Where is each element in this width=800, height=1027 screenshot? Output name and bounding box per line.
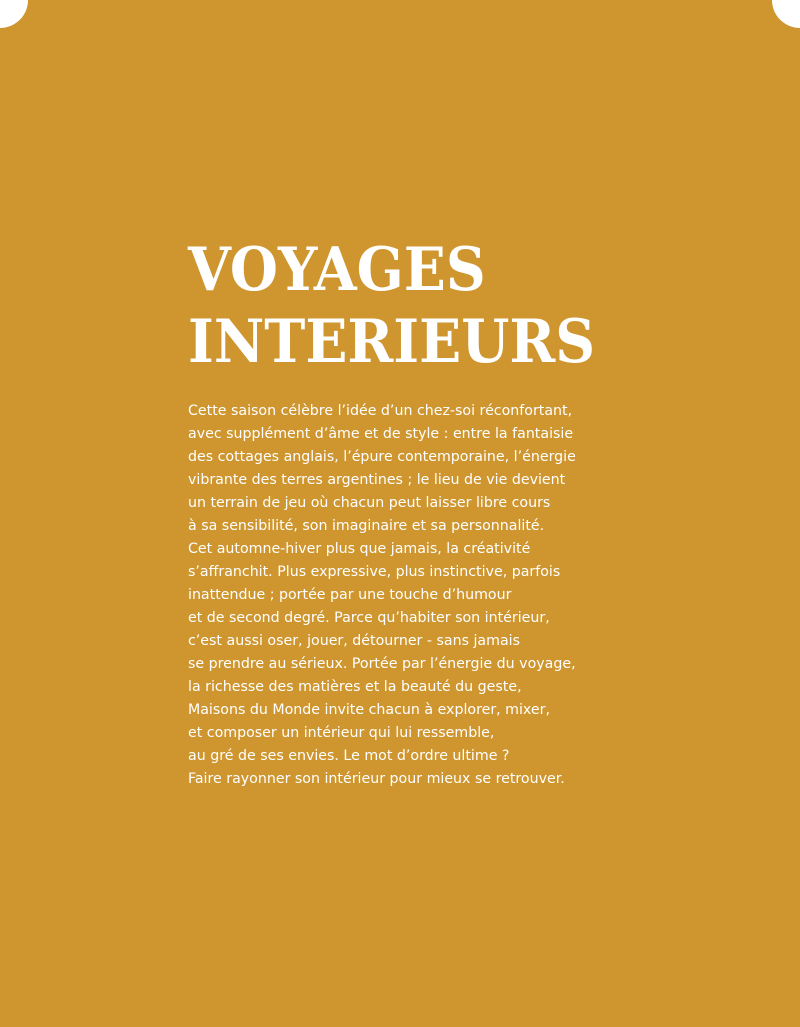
body-line: la richesse des matières et la beauté du geste,	[188, 679, 522, 695]
body-line: c’est aussi oser, jouer, détourner - sans jamais	[188, 633, 520, 649]
body-line: au gré de ses envies. Le mot d’ordre ultime ?	[188, 748, 510, 764]
body-line: Cet automne-hiver plus que jamais, la créativité	[188, 541, 531, 557]
body-line: se prendre au sérieux. Portée par l’énergie du voyage,	[188, 656, 576, 672]
body-line: à sa sensibilité, son imaginaire et sa personnalité.	[188, 518, 545, 534]
body-line: s’affranchit. Plus expressive, plus instinctive, parfois	[188, 564, 561, 580]
title-line-2: INTERIEURS	[188, 307, 596, 377]
page-title	[188, 234, 595, 378]
body-line: Faire rayonner son intérieur pour mieux se retrouver.	[188, 771, 565, 787]
body-line: Maisons du Monde invite chacun à explorer, mixer,	[188, 702, 550, 718]
body-line: inattendue ; portée par une touche d’humour	[188, 587, 512, 603]
body-paragraph	[188, 400, 618, 791]
body-line: Cette saison célèbre l’idée d’un chez-soi réconfortant,	[188, 403, 573, 419]
body-line: et composer un intérieur qui lui ressemble,	[188, 725, 495, 741]
body-line: un terrain de jeu où chacun peut laisser libre cours	[188, 495, 551, 511]
title-line-1: VOYAGES	[188, 235, 486, 305]
corner-decoration-left	[0, 0, 28, 28]
corner-decoration-right	[772, 0, 800, 28]
body-line: des cottages anglais, l’épure contemporaine, l’énergie	[188, 449, 576, 465]
body-line: et de second degré. Parce qu’habiter son intérieur,	[188, 610, 550, 626]
body-line: vibrante des terres argentines ; le lieu de vie devient	[188, 472, 566, 488]
body-line: avec supplément d’âme et de style : entre la fantaisie	[188, 426, 574, 442]
